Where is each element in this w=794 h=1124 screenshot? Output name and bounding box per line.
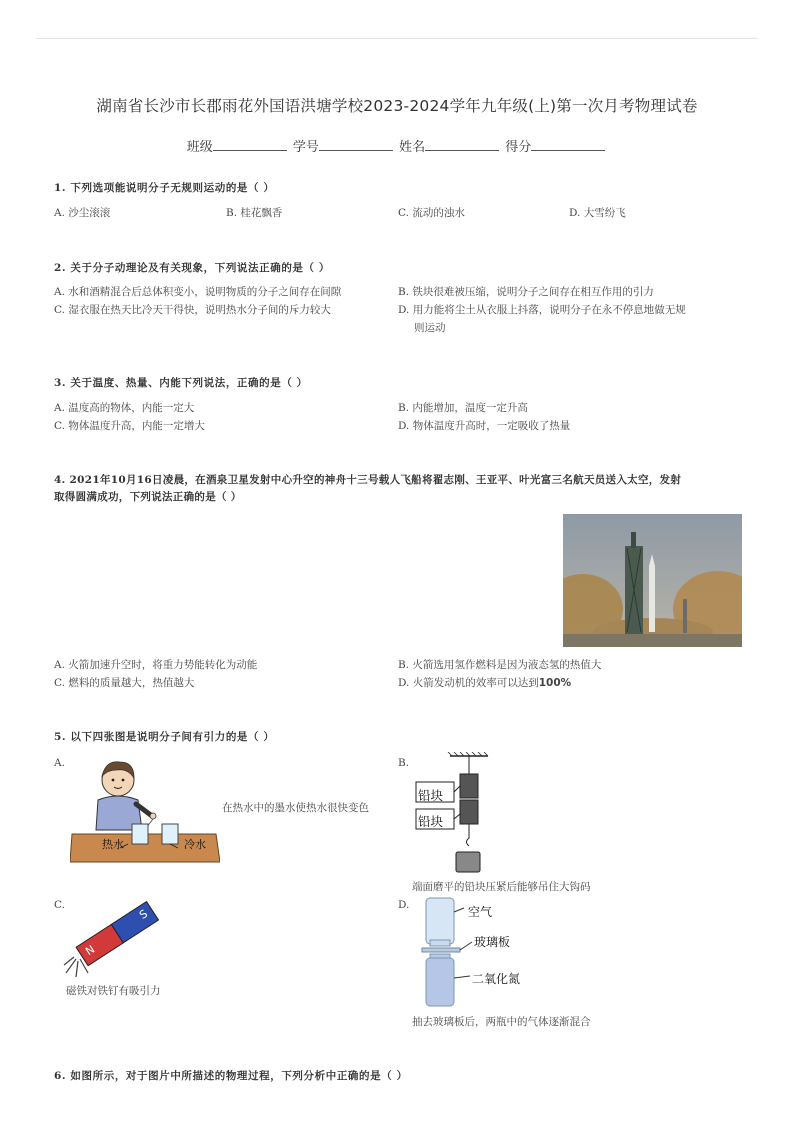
score-label: 得分 [505, 140, 532, 155]
q1-option-c: C. 流动的浊水 [398, 207, 465, 219]
q5-d-caption: 抽去玻璃板后，两瓶中的气体逐渐混合 [412, 1016, 591, 1028]
top-rule [36, 38, 758, 39]
q3-stem: 3. 关于温度、热量、内能下列说法，正确的是（ ） [54, 377, 308, 389]
q5-d-glass-plate-label: 玻璃板 [474, 935, 511, 949]
q2-stem: 2. 关于分子动理论及有关现象，下列说法正确的是（ ） [54, 262, 330, 274]
q5-c-north-pole-label: N [83, 942, 98, 959]
q6-stem: 6. 如图所示，对于图片中所描述的物理过程，下列分析中正确的是（ ） [54, 1070, 408, 1082]
q5-c-letter: C. [54, 899, 65, 911]
q5-a-cold-water-label: 冷水 [184, 838, 206, 851]
q4-stem-line1: 4. 2021年10月16日凌晨，在酒泉卫星发射中心升空的神舟十三号载人飞船将翟志刚、王亚平、叶光富三名航天员送入太空，发射 [54, 474, 682, 486]
q5-b-letter: B. [398, 757, 410, 769]
q3-option-b: B. 内能增加，温度一定升高 [398, 402, 528, 414]
q5-b-caption: 端面磨平的铅块压紧后能够吊住大钩码 [412, 881, 591, 893]
q4-option-d [398, 675, 571, 692]
q1-option-a: A. 沙尘滚滚 [54, 207, 111, 219]
q2-option-d-line2: 则运动 [414, 322, 446, 334]
q4-option-b: B. 火箭选用氢作燃料是因为液态氢的热值大 [398, 659, 602, 671]
q5-a-hot-water-label: 热水 [102, 838, 124, 851]
q2-option-a: A. 水和酒精混合后总体积变小，说明物质的分子之间存在间隙 [54, 286, 342, 298]
q4-option-d-value: 100% [538, 677, 572, 689]
q2-option-d-line1: D. 用力能将尘土从衣服上抖落，说明分子在永不停息地做无规 [398, 304, 686, 316]
number-label: 学号 [292, 140, 319, 155]
q5-a-letter: A. [54, 757, 65, 769]
q5-b-lead-block-label-1: 铅块 [418, 788, 444, 803]
score-blank[interactable] [531, 138, 605, 151]
q1-option-b: B. 桂花飘香 [226, 207, 283, 219]
rocket-launch-photo [563, 514, 742, 647]
name-label: 姓名 [399, 140, 426, 155]
q2-option-b: B. 铁块很难被压缩，说明分子之间存在相互作用的引力 [398, 286, 654, 298]
q3-option-a: A. 温度高的物体，内能一定大 [54, 402, 195, 414]
q5-c-caption: 磁铁对铁钉有吸引力 [66, 985, 161, 997]
q5-c-south-pole-label: S [137, 907, 150, 922]
q5-b-lead-block-label-2: 铅块 [418, 814, 444, 829]
q5-d-letter: D. [398, 899, 410, 911]
q5-stem: 5. 以下四张图是说明分子间有引力的是（ ） [54, 731, 275, 743]
name-blank[interactable] [425, 138, 499, 151]
q3-option-d: D. 物体温度升高时，一定吸收了热量 [398, 420, 571, 432]
q3-option-c: C. 物体温度升高，内能一定增大 [54, 420, 205, 432]
q4-option-d-text: D. 火箭发动机的效率可以达到 [398, 677, 539, 689]
q5-d-air-label: 空气 [468, 905, 493, 919]
q5-d-nitrogen-dioxide-label: 二氧化氮 [472, 972, 521, 986]
q4-stem [54, 472, 742, 506]
q4-option-a: A. 火箭加速升空时，将重力势能转化为动能 [54, 659, 258, 671]
q1-stem: 1. 下列选项能说明分子无规则运动的是（ ） [54, 182, 275, 194]
q4-stem-line2: 取得圆满成功，下列说法正确的是（ ） [54, 491, 242, 503]
student-info-line [0, 136, 794, 155]
q4-option-c: C. 燃料的质量越大，热值越大 [54, 677, 195, 689]
class-blank[interactable] [213, 138, 287, 151]
q5-a-caption: 在热水中的墨水使热水很快变色 [222, 802, 369, 814]
q1-option-d: D. 大雪纷飞 [569, 207, 626, 219]
q5-c-magnet-illustration [62, 895, 172, 980]
number-blank[interactable] [319, 138, 393, 151]
page-title: 湖南省长沙市长郡雨花外国语洪塘学校2023-2024学年九年级(上)第一次月考物理试卷 [96, 97, 698, 115]
q2-option-c: C. 湿衣服在热天比冷天干得快，说明热水分子间的斥力较大 [54, 304, 331, 316]
class-label: 班级 [186, 140, 213, 155]
